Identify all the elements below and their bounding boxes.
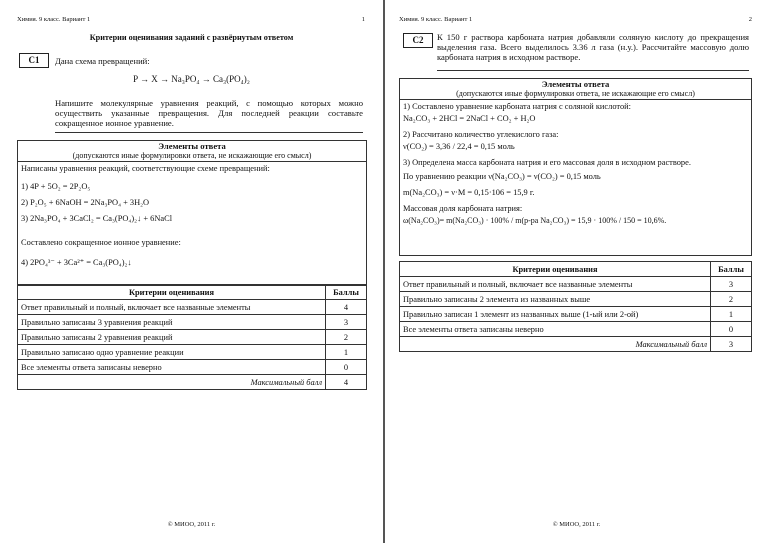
criterion-text: Правильно записаны 2 уравнения реакций (18, 330, 326, 345)
criterion-text: Правильно записан 1 элемент из названных выше (1-ый или 2-ой) (400, 307, 711, 322)
criterion-points: 1 (711, 307, 752, 322)
task-text: Напишите молекулярные уравнения реакций, с помощью которых можно осуществить указанные превращения. Для последней реакции составьте сокращенное ионное уравнение. (55, 98, 363, 128)
max-score-value: 4 (326, 375, 367, 390)
table-row-max (18, 375, 367, 390)
answer-subtitle: (допускаются иные формулировки ответа, не искажающие его смысл) (400, 89, 751, 100)
answer-line: Составлено сокращенное ионное уравнение: (21, 238, 181, 247)
page-footer: © МИОО, 2011 г. (167, 521, 216, 528)
page-title: Критерии оценивания заданий с развёрнутым ответом (89, 33, 294, 42)
page-2 (384, 0, 768, 543)
table-row (18, 345, 367, 360)
answer-line: 4) 2PO₄³⁻ + 3Ca²⁺ = Ca₃(PO₄)₂↓ (21, 258, 132, 267)
criterion-text: Правильно записаны 3 уравнения реакций (18, 315, 326, 330)
criterion-points: 2 (711, 292, 752, 307)
divider (55, 132, 363, 133)
criterion-points: 0 (711, 322, 752, 337)
page-number: 2 (748, 16, 752, 23)
answer-line: 1) 4P + 5O₂ = 2P₂O₅ (21, 182, 91, 191)
criteria-header: Критерии оценивания (18, 285, 326, 300)
answer-elements-box (399, 78, 752, 256)
answer-line: 3) Определена масса карбоната натрия и его массовая доля в исходном растворе. (403, 158, 691, 167)
answer-line: 2) P₂O₅ + 6NaOH = 2Na₃PO₄ + 3H₂O (21, 198, 150, 207)
criterion-points: 3 (711, 277, 752, 292)
criterion-points: 4 (326, 300, 367, 315)
task-label-c2: С2 (403, 33, 433, 48)
page-header: Химия. 9 класс. Вариант 1 (399, 16, 473, 23)
page-number: 1 (361, 16, 365, 23)
answer-title: Элементы ответа (158, 141, 226, 151)
max-score-value: 3 (711, 337, 752, 352)
criterion-text: Правильно записано одно уравнение реакции (18, 345, 326, 360)
answer-elements-box (17, 140, 367, 286)
criterion-points: 3 (326, 315, 367, 330)
answer-line: ν(CO₂) = 3,36 / 22,4 = 0,15 моль (403, 142, 515, 151)
table-row (400, 292, 752, 307)
answer-title: Элементы ответа (541, 79, 610, 89)
divider (437, 70, 749, 71)
criterion-text: Ответ правильный и полный, включает все названные элементы (400, 277, 711, 292)
answer-line: 1) Составлено уравнение карбоната натрия с соляной кислотой: (403, 102, 631, 111)
criteria-table (399, 261, 752, 352)
answer-line: Na₂CO₃ + 2HCl = 2NaCl + CO₂ + H₂O (403, 114, 536, 123)
criterion-points: 1 (326, 345, 367, 360)
table-row (400, 307, 752, 322)
criterion-text: Все элементы ответа записаны неверно (400, 322, 711, 337)
transformation-scheme: P → X → Na₃PO₄ → Ca₃(PO₄)₂ (133, 74, 250, 84)
max-score-label: Максимальный балл (18, 375, 326, 390)
table-row (18, 330, 367, 345)
table-row (400, 277, 752, 292)
points-header: Баллы (711, 262, 752, 277)
table-row (18, 300, 367, 315)
answer-line: 3) 2Na₃PO₄ + 3CaCl₂ = Ca₃(PO₄)₂↓ + 6NaCl (21, 214, 173, 223)
table-row (18, 360, 367, 375)
criterion-text: Правильно записаны 2 элемента из названных выше (400, 292, 711, 307)
task-intro: Дана схема превращений: (55, 56, 150, 66)
criterion-points: 2 (326, 330, 367, 345)
criteria-table (17, 284, 367, 390)
answer-line: Написаны уравнения реакций, соответствующие схеме превращений: (21, 164, 270, 173)
table-row (400, 322, 752, 337)
table-row (18, 315, 367, 330)
answer-line: m(Na₂CO₃) = ν·M = 0,15·106 = 15,9 г. (403, 188, 535, 197)
answer-line: 2) Рассчитано количество углекислого газа: (403, 130, 559, 139)
answer-line: ω(Na₂CO₃)= m(Na₂CO₃) · 100% / m(р-ра Na₂CO₃) = 15,9 · 100% / 150 = 10,6%. (403, 216, 667, 225)
task-label-c1: С1 (19, 53, 49, 68)
answer-line: По уравнению реакции ν(Na₂CO₃) = ν(CO₂) = 0,15 моль (403, 172, 601, 181)
criterion-text: Ответ правильный и полный, включает все названные элементы (18, 300, 326, 315)
points-header: Баллы (326, 285, 367, 300)
page-footer: © МИОО, 2011 г. (552, 521, 601, 528)
criteria-header: Критерии оценивания (400, 262, 711, 277)
criterion-points: 0 (326, 360, 367, 375)
page-header: Химия. 9 класс. Вариант 1 (17, 16, 91, 23)
answer-line: Массовая доля карбоната натрия: (403, 204, 523, 213)
table-row-max (400, 337, 752, 352)
criterion-text: Все элементы ответа записаны неверно (18, 360, 326, 375)
answer-subtitle: (допускаются иные формулировки ответа, не искажающие его смысл) (18, 151, 366, 162)
task-text: К 150 г раствора карбоната натрия добавляли соляную кислоту до прекращения выделения газа. Всего выделилось 3.36 л газа (н.у.). Рассчитайте массовую долю карбоната натрия в исходном растворе. (437, 32, 749, 62)
max-score-label: Максимальный балл (400, 337, 711, 352)
